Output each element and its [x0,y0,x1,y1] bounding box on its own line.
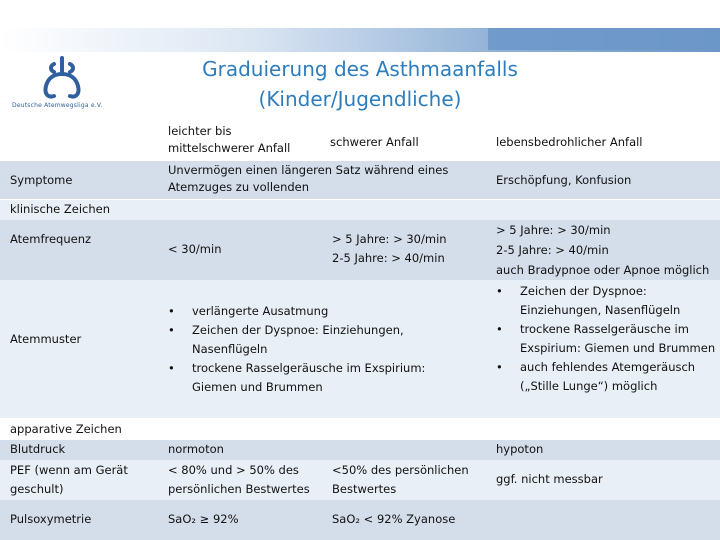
atemfrequenz-life-line-3: auch Bradypnoe oder Apnoe möglich [496,263,710,277]
atemfrequenz-life-line-2: 2-5 Jahre: > 40/min [496,243,609,257]
logo-caption: Deutsche Atemwegsliga e.V. [12,102,103,109]
atemfrequenz-life-line-1: > 5 Jahre: > 30/min [496,223,611,237]
pef-life: ggf. nicht messbar [496,472,603,486]
atemmuster-life-list [496,282,720,418]
atemmuster-life-item: • auch fehlendes Atemgeräusch („Stille Lunge“) möglich [496,358,720,396]
apparativ-label: apparative Zeichen [10,422,122,436]
header-mild: leichter bis mittelschwerer Anfall [166,123,318,161]
pef-label: PEF (wenn am Gerät geschult) [10,463,128,496]
page-title [150,54,570,114]
header-decoration-accent [488,28,720,50]
title-line-2: (Kinder/Jugendliche) [258,87,462,111]
atemfrequenz-label: Atemfrequenz [10,232,92,246]
blutdruck-mild-severe: normoton [168,442,224,456]
klinisch-label: klinische Zeichen [10,202,110,216]
title-line-1: Graduierung des Asthmaanfalls [202,57,518,81]
header-life: lebensbedrohlicher Anfall [496,133,720,153]
header-empty-cell [0,123,160,161]
puls-label: Pulsoxymetrie [10,512,92,526]
atemfrequenz-severe-line-1: > 5 Jahre: > 30/min [332,232,447,246]
header-severe: schwerer Anfall [330,133,480,153]
atemmuster-item: • Zeichen der Dyspnoe: Einziehungen, Nasenflügeln [168,321,468,359]
pef-severe: <50% des persönlichen Bestwertes [332,463,469,496]
atemfrequenz-life [496,220,720,280]
atemmuster-label: Atemmuster [10,332,82,346]
symptome-label: Symptome [10,173,73,187]
pef-mild: < 80% und > 50% des persönlichen Bestwertes [168,463,310,496]
blutdruck-label: Blutdruck [10,442,66,456]
puls-mild: SaO₂ ≥ 92% [168,512,239,526]
blutdruck-life: hypoton [496,442,544,456]
puls-severe: SaO₂ < 92% Zyanose [332,512,456,526]
symptome-life: Erschöpfung, Konfusion [496,173,632,187]
atemmuster-life-item: • Zeichen der Dyspnoe: Einziehungen, Nasenflügeln [496,282,720,320]
atemmuster-item: • verlängerte Ausatmung [168,302,468,321]
atemmuster-item: • trockene Rasselgeräusche im Exspirium: Giemen und Brummen [168,359,468,397]
atemmuster-mild-severe-list [168,302,468,402]
atemfrequenz-severe-line-2: 2-5 Jahre: > 40/min [332,251,445,265]
symptome-mild-severe: Unvermögen einen längeren Satz während eines Atemzuges zu vollenden [168,163,449,194]
atemmuster-life-item: • trockene Rasselgeräusche im Exspirium: Giemen und Brummen [496,320,720,358]
atemfrequenz-mild: < 30/min [168,242,222,256]
atemfrequenz-severe [332,230,482,270]
